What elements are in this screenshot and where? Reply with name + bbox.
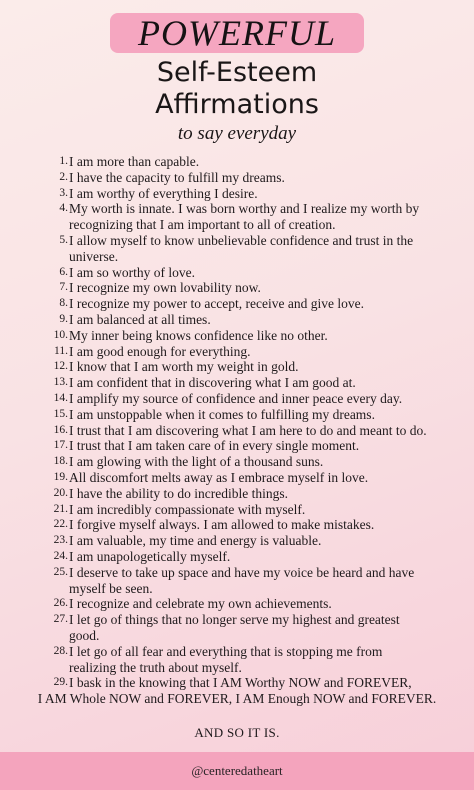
list-item-text: recognizing that I am important to all of creation. bbox=[69, 217, 336, 233]
list-item-text: I deserve to take up space and have my voice be heard and have bbox=[69, 564, 415, 580]
list-item bbox=[0, 612, 474, 644]
list-item-text: I amplify my source of confidence and inner peace every day. bbox=[69, 390, 403, 406]
affirmation-list bbox=[0, 154, 474, 707]
list-item-text: I am more than capable. bbox=[69, 154, 200, 169]
list-item-number: 9. bbox=[59, 312, 68, 325]
list-item-text: I have the capacity to fulfill my dreams. bbox=[69, 169, 285, 185]
list-item-number: 3. bbox=[59, 186, 68, 199]
list-item-text: I forgive myself always. I am allowed to make mistakes. bbox=[69, 517, 375, 533]
list-item-text: My inner being knows confidence like no other. bbox=[69, 327, 328, 343]
list-item-text: I recognize my power to accept, receive and give love. bbox=[69, 296, 364, 312]
list-item-text: I recognize my own lovability now. bbox=[69, 280, 261, 296]
list-item-number: 21. bbox=[53, 502, 68, 515]
list-item-text: myself be seen. bbox=[69, 580, 153, 596]
list-item-number: 11. bbox=[54, 344, 68, 357]
footer-bar bbox=[0, 752, 474, 790]
list-item-number: 20. bbox=[53, 486, 68, 499]
list-item bbox=[0, 407, 474, 423]
list-item-text: I know that I am worth my weight in gold. bbox=[69, 359, 299, 375]
list-item bbox=[0, 549, 474, 565]
list-item-number: 28. bbox=[53, 644, 68, 657]
list-item-text: I let go of things that no longer serve my highest and greatest bbox=[69, 612, 400, 628]
list-item-number: 2. bbox=[59, 170, 68, 183]
list-item bbox=[0, 186, 474, 202]
list-item-number: 17. bbox=[53, 439, 68, 452]
list-item bbox=[0, 486, 474, 502]
list-item-text: I let go of all fear and everything that is stopping me from bbox=[69, 643, 383, 659]
list-item bbox=[0, 675, 474, 691]
list-item-text: I am incredibly compassionate with myself. bbox=[69, 501, 306, 517]
list-item-number: 15. bbox=[53, 407, 68, 420]
list-item-number: 22. bbox=[53, 518, 68, 531]
list-item bbox=[0, 312, 474, 328]
list-item-number: 27. bbox=[53, 613, 68, 626]
list-item bbox=[0, 170, 474, 186]
list-item-text: I am glowing with the light of a thousand suns. bbox=[69, 454, 324, 470]
list-item-number: 8. bbox=[59, 297, 68, 310]
list-item-number: 16. bbox=[53, 423, 68, 436]
list-item bbox=[0, 265, 474, 281]
list-item bbox=[0, 296, 474, 312]
list-item-text: I am good enough for everything. bbox=[69, 343, 251, 359]
list-item bbox=[0, 328, 474, 344]
list-item-number: 26. bbox=[53, 597, 68, 610]
list-item bbox=[0, 517, 474, 533]
list-item-number: 14. bbox=[53, 391, 68, 404]
list-item-text: I trust that I am discovering what I am here to do and meant to do. bbox=[69, 422, 427, 438]
list-item-text: All discomfort melts away as I embrace myself in love. bbox=[69, 469, 369, 485]
list-item-number: 10. bbox=[53, 328, 68, 341]
list-item bbox=[0, 391, 474, 407]
footer-handle: @centeredatheart bbox=[191, 763, 283, 778]
closing-text: AND SO IT IS. bbox=[194, 725, 280, 740]
list-item-number: 29. bbox=[53, 676, 68, 689]
list-item bbox=[0, 154, 474, 170]
list-item-number: 5. bbox=[59, 233, 68, 246]
list-item-number: 18. bbox=[53, 455, 68, 468]
list-item bbox=[0, 644, 474, 676]
list-item-number: 23. bbox=[53, 534, 68, 547]
list-item bbox=[0, 438, 474, 454]
list-item-text: I recognize and celebrate my own achievements. bbox=[69, 596, 332, 612]
title: POWERFUL bbox=[138, 13, 336, 53]
list-item-number: 19. bbox=[53, 470, 68, 483]
list-item bbox=[0, 201, 474, 233]
heading-line-2: Affirmations bbox=[155, 89, 319, 120]
list-item bbox=[0, 423, 474, 439]
list-item-text: universe. bbox=[69, 248, 119, 264]
list-item-text: I am worthy of everything I desire. bbox=[69, 185, 258, 201]
list-item-text: I am so worthy of love. bbox=[69, 264, 195, 280]
list-item bbox=[0, 533, 474, 549]
list-item bbox=[0, 454, 474, 470]
list-item-text: I am unapologetically myself. bbox=[69, 548, 231, 564]
list-item-number: 4. bbox=[59, 202, 68, 215]
heading-line-1: Self-Esteem bbox=[156, 57, 318, 88]
list-item bbox=[0, 359, 474, 375]
list-item-text: My worth is innate. I was born worthy and I realize my worth by bbox=[69, 201, 420, 217]
list-item-number: 1. bbox=[59, 155, 68, 167]
list-item-text: I am confident that in discovering what I am good at. bbox=[69, 375, 356, 391]
subtitle: to say everyday bbox=[177, 123, 297, 144]
list-item-text: I allow myself to know unbelievable confidence and trust in the bbox=[69, 232, 414, 248]
list-item-text: realizing the truth about myself. bbox=[69, 659, 242, 675]
list-item bbox=[0, 596, 474, 612]
list-item-number: 25. bbox=[53, 565, 68, 578]
list-item-number: 7. bbox=[59, 281, 68, 294]
list-item-text: good. bbox=[69, 627, 100, 643]
list-item bbox=[0, 280, 474, 296]
list-item-final-line: I AM Whole NOW and FOREVER, I AM Enough NOW and FOREVER. bbox=[37, 691, 437, 707]
list-item bbox=[0, 470, 474, 486]
list-item bbox=[0, 375, 474, 391]
list-item-text: I have the ability to do incredible things. bbox=[69, 485, 288, 501]
list-item-text: I am balanced at all times. bbox=[69, 311, 211, 327]
list-item-number: 12. bbox=[53, 360, 68, 373]
list-item-number: 6. bbox=[59, 265, 68, 278]
list-item-number: 24. bbox=[53, 549, 68, 562]
list-item-text: I am unstoppable when it comes to fulfilling my dreams. bbox=[69, 406, 375, 422]
list-item-text: I am valuable, my time and energy is valuable. bbox=[69, 533, 322, 549]
list-item-number: 13. bbox=[53, 376, 68, 389]
title-banner bbox=[110, 13, 364, 53]
list-item-text: I trust that I am taken care of in every single moment. bbox=[69, 438, 360, 454]
list-item bbox=[0, 502, 474, 518]
list-item bbox=[0, 344, 474, 360]
list-item bbox=[0, 233, 474, 265]
list-item bbox=[0, 565, 474, 597]
list-item-text: I bask in the knowing that I AM Worthy NOW and FOREVER, bbox=[69, 675, 412, 691]
